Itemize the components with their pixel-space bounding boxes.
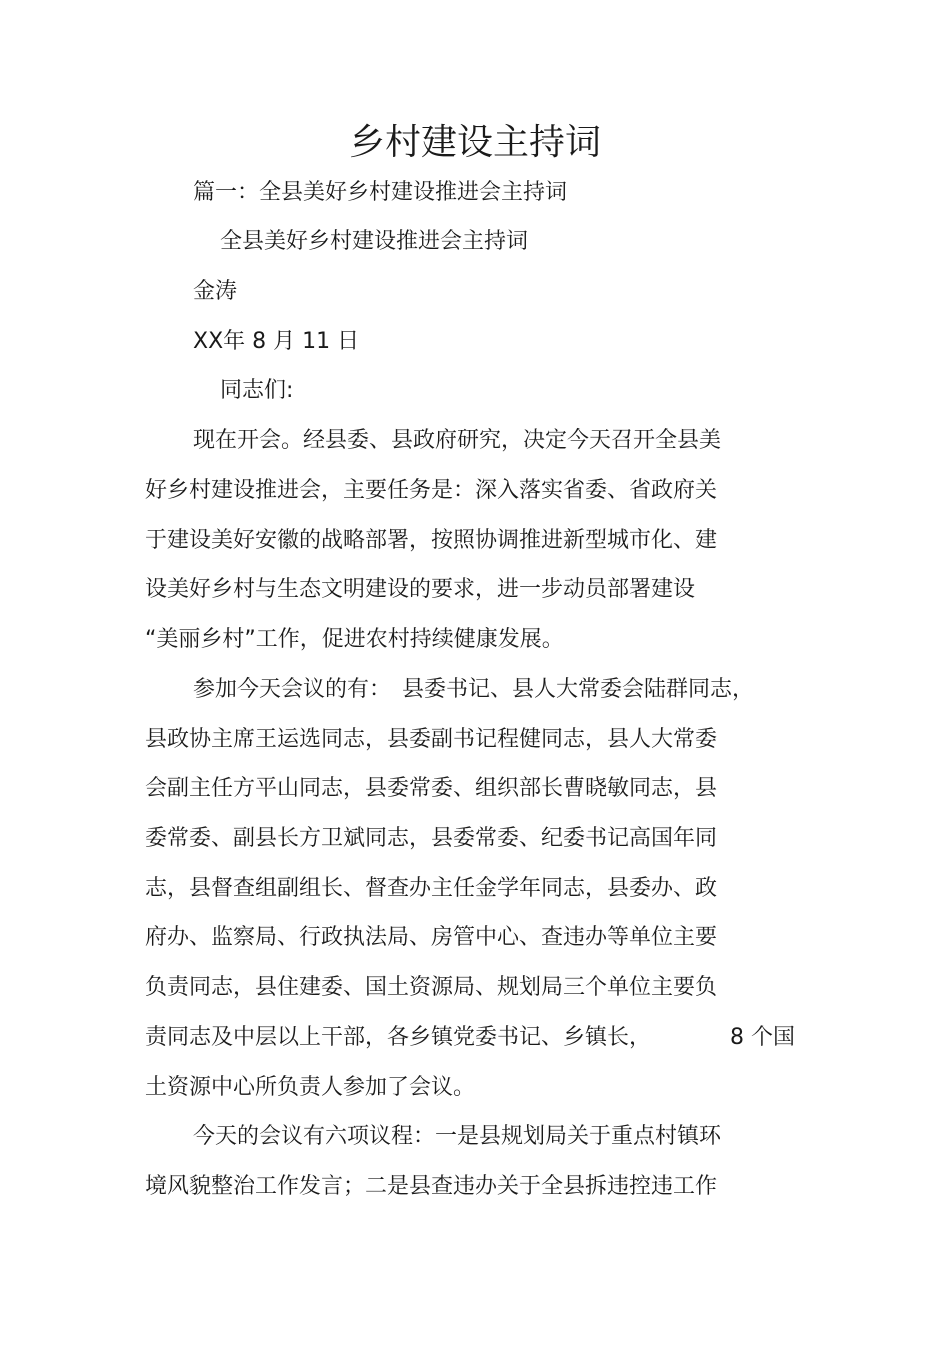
paragraph-line: 土资源中心所负责人参加了会议。 xyxy=(145,1075,476,1100)
paragraph-line: 参加今天会议的有： 县委书记、县人大常委会陆群同志， xyxy=(193,677,755,702)
paragraph-line: 现在开会。经县委、县政府研究，决定今天召开全县美 xyxy=(193,428,722,453)
paragraph-line: 境风貌整治工作发言；二是县查违办关于全县拆违控违工作 xyxy=(145,1174,718,1199)
paragraph-line: 设美好乡村与生态文明建设的要求，进一步动员部署建设 xyxy=(145,577,696,602)
paragraph-line: 好乡村建设推进会，主要任务是：深入落实省委、省政府关 xyxy=(145,478,718,503)
document-title: 乡村建设主持词 xyxy=(348,122,601,163)
paragraph-line: 府办、监察局、行政执法局、房管中心、查违办等单位主要 xyxy=(145,925,718,950)
paragraph-line: “美丽乡村”工作，促进农村持续健康发展。 xyxy=(145,627,564,652)
document-date: XX年 8 月 11 日 xyxy=(193,329,360,354)
paragraph-line: 委常委、副县长方卫斌同志，县委常委、纪委书记高国年同 xyxy=(145,826,718,851)
paragraph-line-number: 8 个国 xyxy=(730,1025,795,1050)
paragraph-line: 责同志及中层以上干部，各乡镇党委书记、乡镇长， xyxy=(145,1025,652,1050)
greeting: 同志们: xyxy=(220,378,294,403)
paragraph-line: 于建设美好安徽的战略部署，按照协调推进新型城市化、建 xyxy=(145,528,718,553)
paragraph-line: 会副主任方平山同志，县委常委、组织部长曹晓敏同志，县 xyxy=(145,776,718,801)
paragraph-line: 今天的会议有六项议程：一是县规划局关于重点村镇环 xyxy=(193,1124,722,1149)
paragraph-line: 县政协主席王运选同志，县委副书记程健同志，县人大常委 xyxy=(145,727,718,752)
document-subtitle: 全县美好乡村建设推进会主持词 xyxy=(220,229,529,254)
section-heading: 篇一：全县美好乡村建设推进会主持词 xyxy=(193,180,568,205)
author-name: 金涛 xyxy=(193,279,238,304)
paragraph-line: 负责同志，县住建委、国土资源局、规划局三个单位主要负 xyxy=(145,975,718,1000)
paragraph-line: 志，县督查组副组长、督查办主任金学年同志，县委办、政 xyxy=(145,876,718,901)
